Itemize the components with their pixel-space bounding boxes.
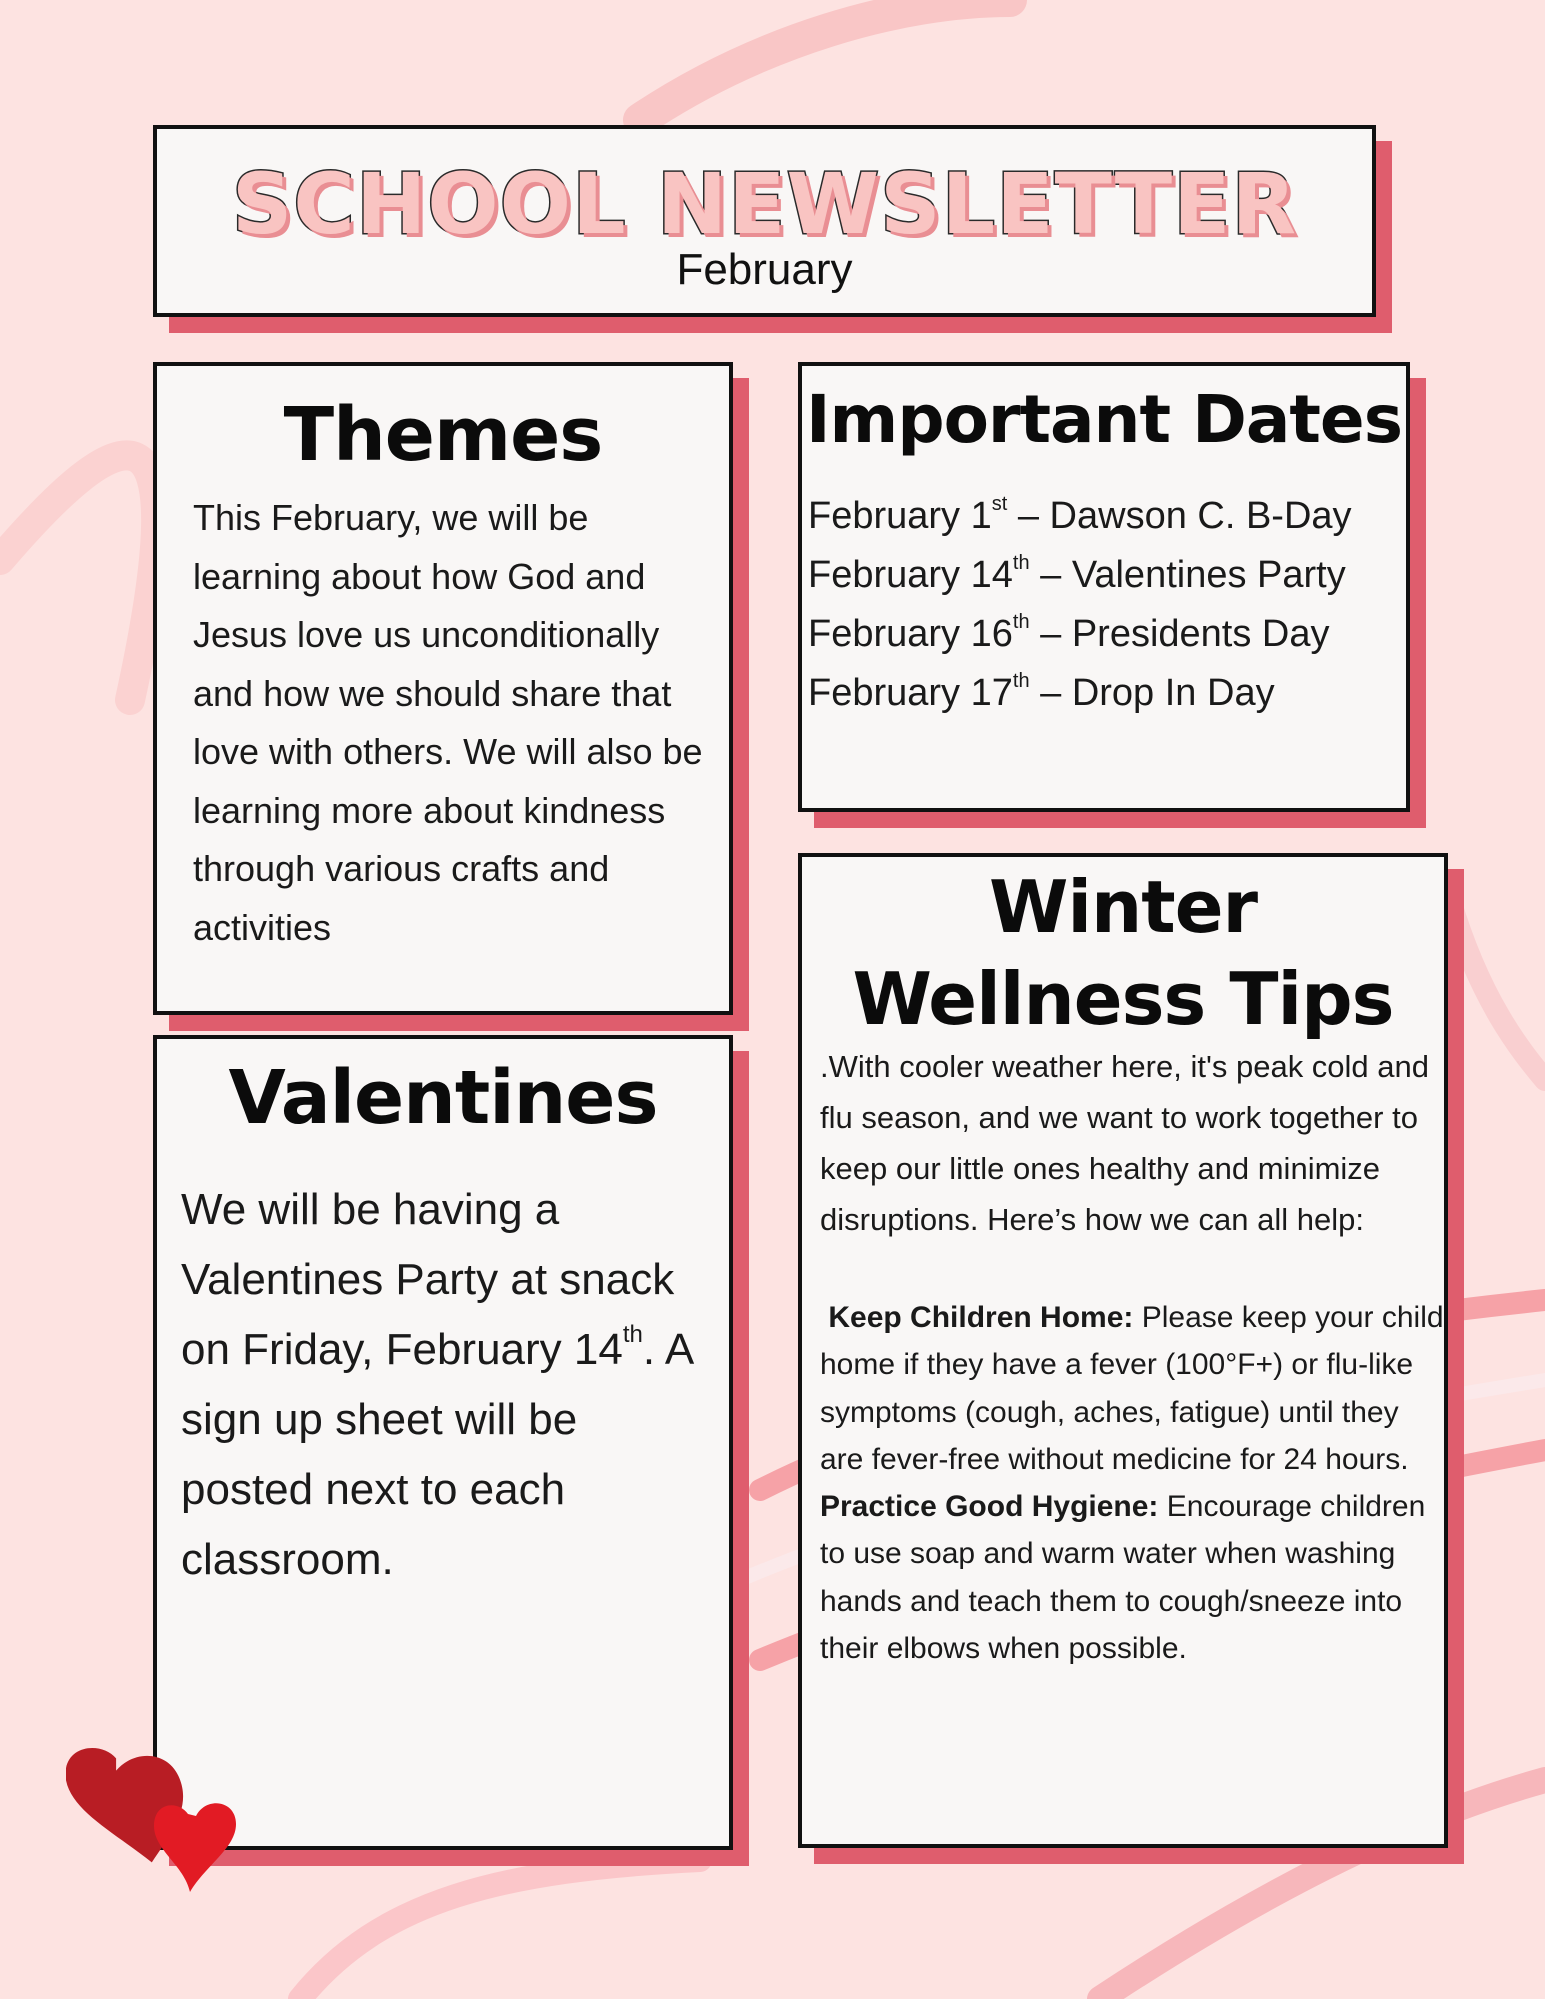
themes-body: This February, we will be learning about how God and Jesus love us unconditionally and how we should share that love with others. We will also be learning more about kindness through various crafts and activities bbox=[193, 497, 703, 948]
valentines-body: We will be having a Valentines Party at snack on Friday, February 14th. A sign up sheet will be posted next to each classroom. bbox=[181, 1185, 692, 1584]
date-item: February 16th – Presidents Day bbox=[808, 611, 1330, 655]
valentines-heading: Valentines bbox=[228, 1055, 658, 1141]
wellness-tips bbox=[820, 1294, 1445, 1672]
tip-body-hygiene: Encourage children to use soap and warm water when washing hands and teach them to cough/sneeze into their elbows when possible. bbox=[820, 1490, 1426, 1666]
newsletter-month: February bbox=[676, 245, 853, 294]
wellness-intro: .With cooler weather here, it's peak cold and flu season, and we want to work together to keep our little ones healthy and minimize disruptions. Here’s how we can all help: bbox=[820, 1049, 1430, 1237]
date-item: February 14th – Valentines Party bbox=[808, 552, 1346, 596]
important-dates-heading: Important Dates bbox=[806, 381, 1402, 458]
newsletter-header bbox=[153, 125, 1376, 317]
valentines-section bbox=[153, 1035, 733, 1850]
date-item: February 17th – Drop In Day bbox=[808, 670, 1275, 714]
important-dates-list bbox=[808, 487, 1352, 723]
heart-icon bbox=[154, 1803, 236, 1892]
winter-wellness-section bbox=[798, 853, 1448, 1848]
date-item: February 1st – Dawson C. B-Day bbox=[808, 493, 1352, 537]
tip-body-keep-home: Please keep your child home if they have a fever (100°F+) or flu-like symptoms (cough, aches, fatigue) until they are fever-free without medicine for 24 hours. bbox=[820, 1301, 1444, 1476]
themes-section bbox=[153, 362, 733, 1015]
themes-heading: Themes bbox=[283, 392, 603, 478]
tip-title-keep-home: Keep Children Home: bbox=[828, 1301, 1134, 1334]
hearts-decoration bbox=[66, 1740, 246, 1900]
winter-wellness-heading: Winter Wellness Tips bbox=[852, 865, 1394, 1041]
important-dates-section bbox=[798, 362, 1410, 812]
tip-title-hygiene: Practice Good Hygiene: bbox=[820, 1490, 1159, 1524]
newsletter-title: SCHOOL NEWSLETTER bbox=[231, 155, 1298, 253]
